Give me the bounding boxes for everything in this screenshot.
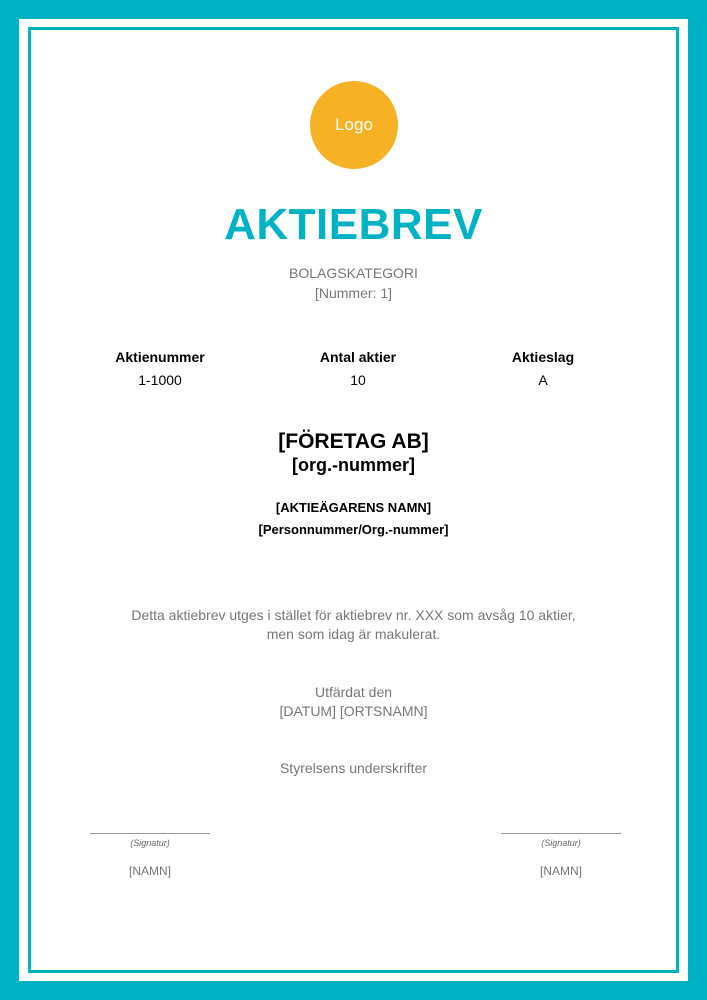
signature-block	[90, 833, 210, 878]
company-category: BOLAGSKATEGORI	[289, 265, 418, 281]
info-value: A	[538, 372, 548, 388]
info-value: 1-1000	[138, 372, 182, 388]
shareholder-id: [Personnummer/Org.-nummer]	[258, 522, 449, 537]
signer-name: [NAMN]	[129, 864, 171, 878]
description-line: Detta aktiebrev utges i stället för aktiebrev nr. XXX som avsåg 10 aktier,	[131, 607, 576, 623]
info-column-share-class	[453, 349, 633, 388]
signature-block	[501, 833, 621, 878]
info-value: 10	[350, 372, 366, 388]
info-heading: Aktieslag	[511, 349, 575, 365]
description-line: men som idag är makulerat.	[266, 626, 441, 642]
signature-label: (Signatur)	[541, 838, 581, 848]
description-text	[0, 606, 707, 644]
board-signatures-heading: Styrelsens underskrifter	[279, 760, 428, 776]
issued-date-place: [DATUM] [ORTSNAMN]	[279, 703, 428, 719]
company-logo	[310, 81, 398, 169]
company-org-number: [org.-nummer]	[292, 455, 415, 475]
signer-name: [NAMN]	[540, 864, 582, 878]
info-column-share-count	[268, 349, 448, 388]
info-heading: Antal aktier	[319, 349, 397, 365]
company-name: [FÖRETAG AB]	[278, 430, 429, 453]
signature-line	[90, 833, 210, 834]
certificate-number: [Nummer: 1]	[314, 285, 392, 301]
logo-text: Logo	[335, 115, 373, 134]
issued-label: Utfärdat den	[314, 684, 393, 700]
signature-line	[501, 833, 621, 834]
signature-label: (Signatur)	[130, 838, 170, 848]
info-heading: Aktienummer	[115, 349, 205, 365]
document-title: AKTIEBREV	[224, 200, 483, 249]
shareholder-name: [AKTIEÄGARENS NAMN]	[275, 500, 432, 515]
info-column-share-number	[70, 349, 250, 388]
